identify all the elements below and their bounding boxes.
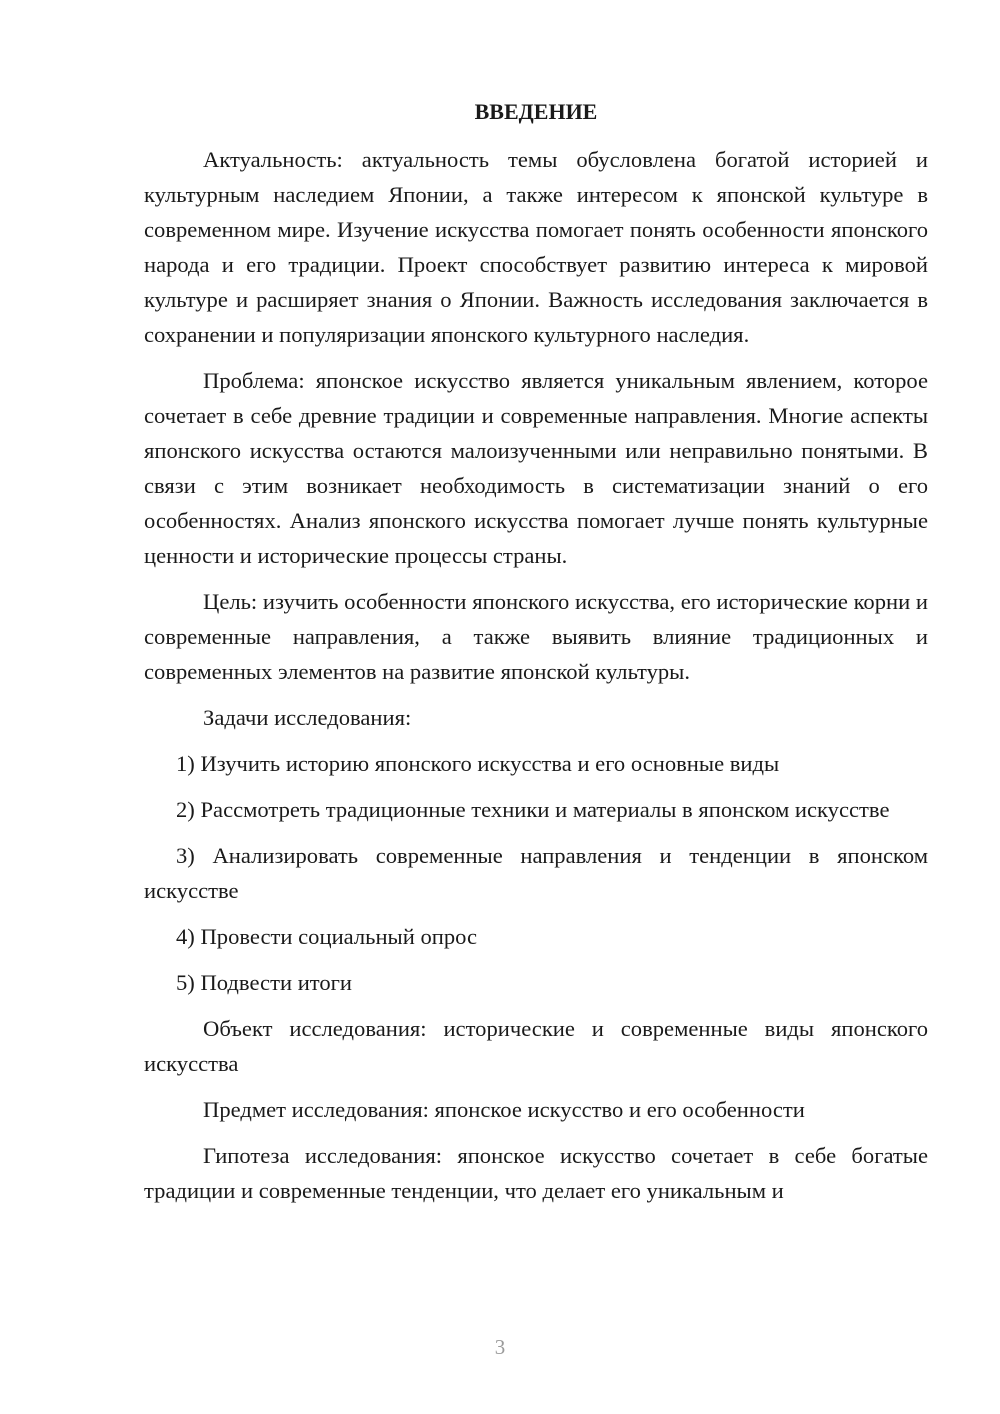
tasks-label: Задачи исследования: [203, 705, 412, 730]
paragraph-relevance: Актуальность: актуальность темы обусловлена богатой историей и культурным наследием Японии, а также интересом к японской культуре в современном мире. Изучение искусства помогает понять особенности японского народа и его традиции. Проект способствует развитию интереса к мировой культуре и расширяет знания о Японии. Важность исследования заключается в сохранении и популяризации японского культурного наследия. [144, 147, 928, 347]
paragraph-subject: Предмет исследования: японское искусство и его особенности [203, 1097, 805, 1122]
page-content [144, 94, 928, 1219]
task-item: 1) Изучить историю японского искусства и его основные виды [176, 751, 780, 776]
paragraph-object: Объект исследования: исторические и современные виды японского искусства [144, 1016, 928, 1076]
task-item: 4) Провести социальный опрос [176, 924, 478, 949]
section-heading: ВВЕДЕНИЕ [474, 99, 598, 124]
paragraph-problem: Проблема: японское искусство является уникальным явлением, которое сочетает в себе древние традиции и современные направления. Многие аспекты японского искусства остаются малоизученными или неправильно понятыми. В связи с этим возникает необходимость в систематизации знаний о его особенностях. Анализ японского искусства помогает лучше понять культурные ценности и исторические процессы страны. [144, 368, 928, 568]
page-number: 3 [494, 1335, 506, 1359]
task-item: 3) Анализировать современные направления и тенденции в японском искусстве [144, 843, 928, 903]
task-item: 2) Рассмотреть традиционные техники и материалы в японском искусстве [176, 797, 890, 822]
task-item: 5) Подвести итоги [176, 970, 353, 995]
paragraph-goal: Цель: изучить особенности японского искусства, его исторические корни и современные направления, а также выявить влияние традиционных и современных элементов на развитие японской культуры. [144, 589, 928, 684]
paragraph-hypothesis: Гипотеза исследования: японское искусство сочетает в себе богатые традиции и современные тенденции, что делает его уникальным и [144, 1143, 928, 1203]
